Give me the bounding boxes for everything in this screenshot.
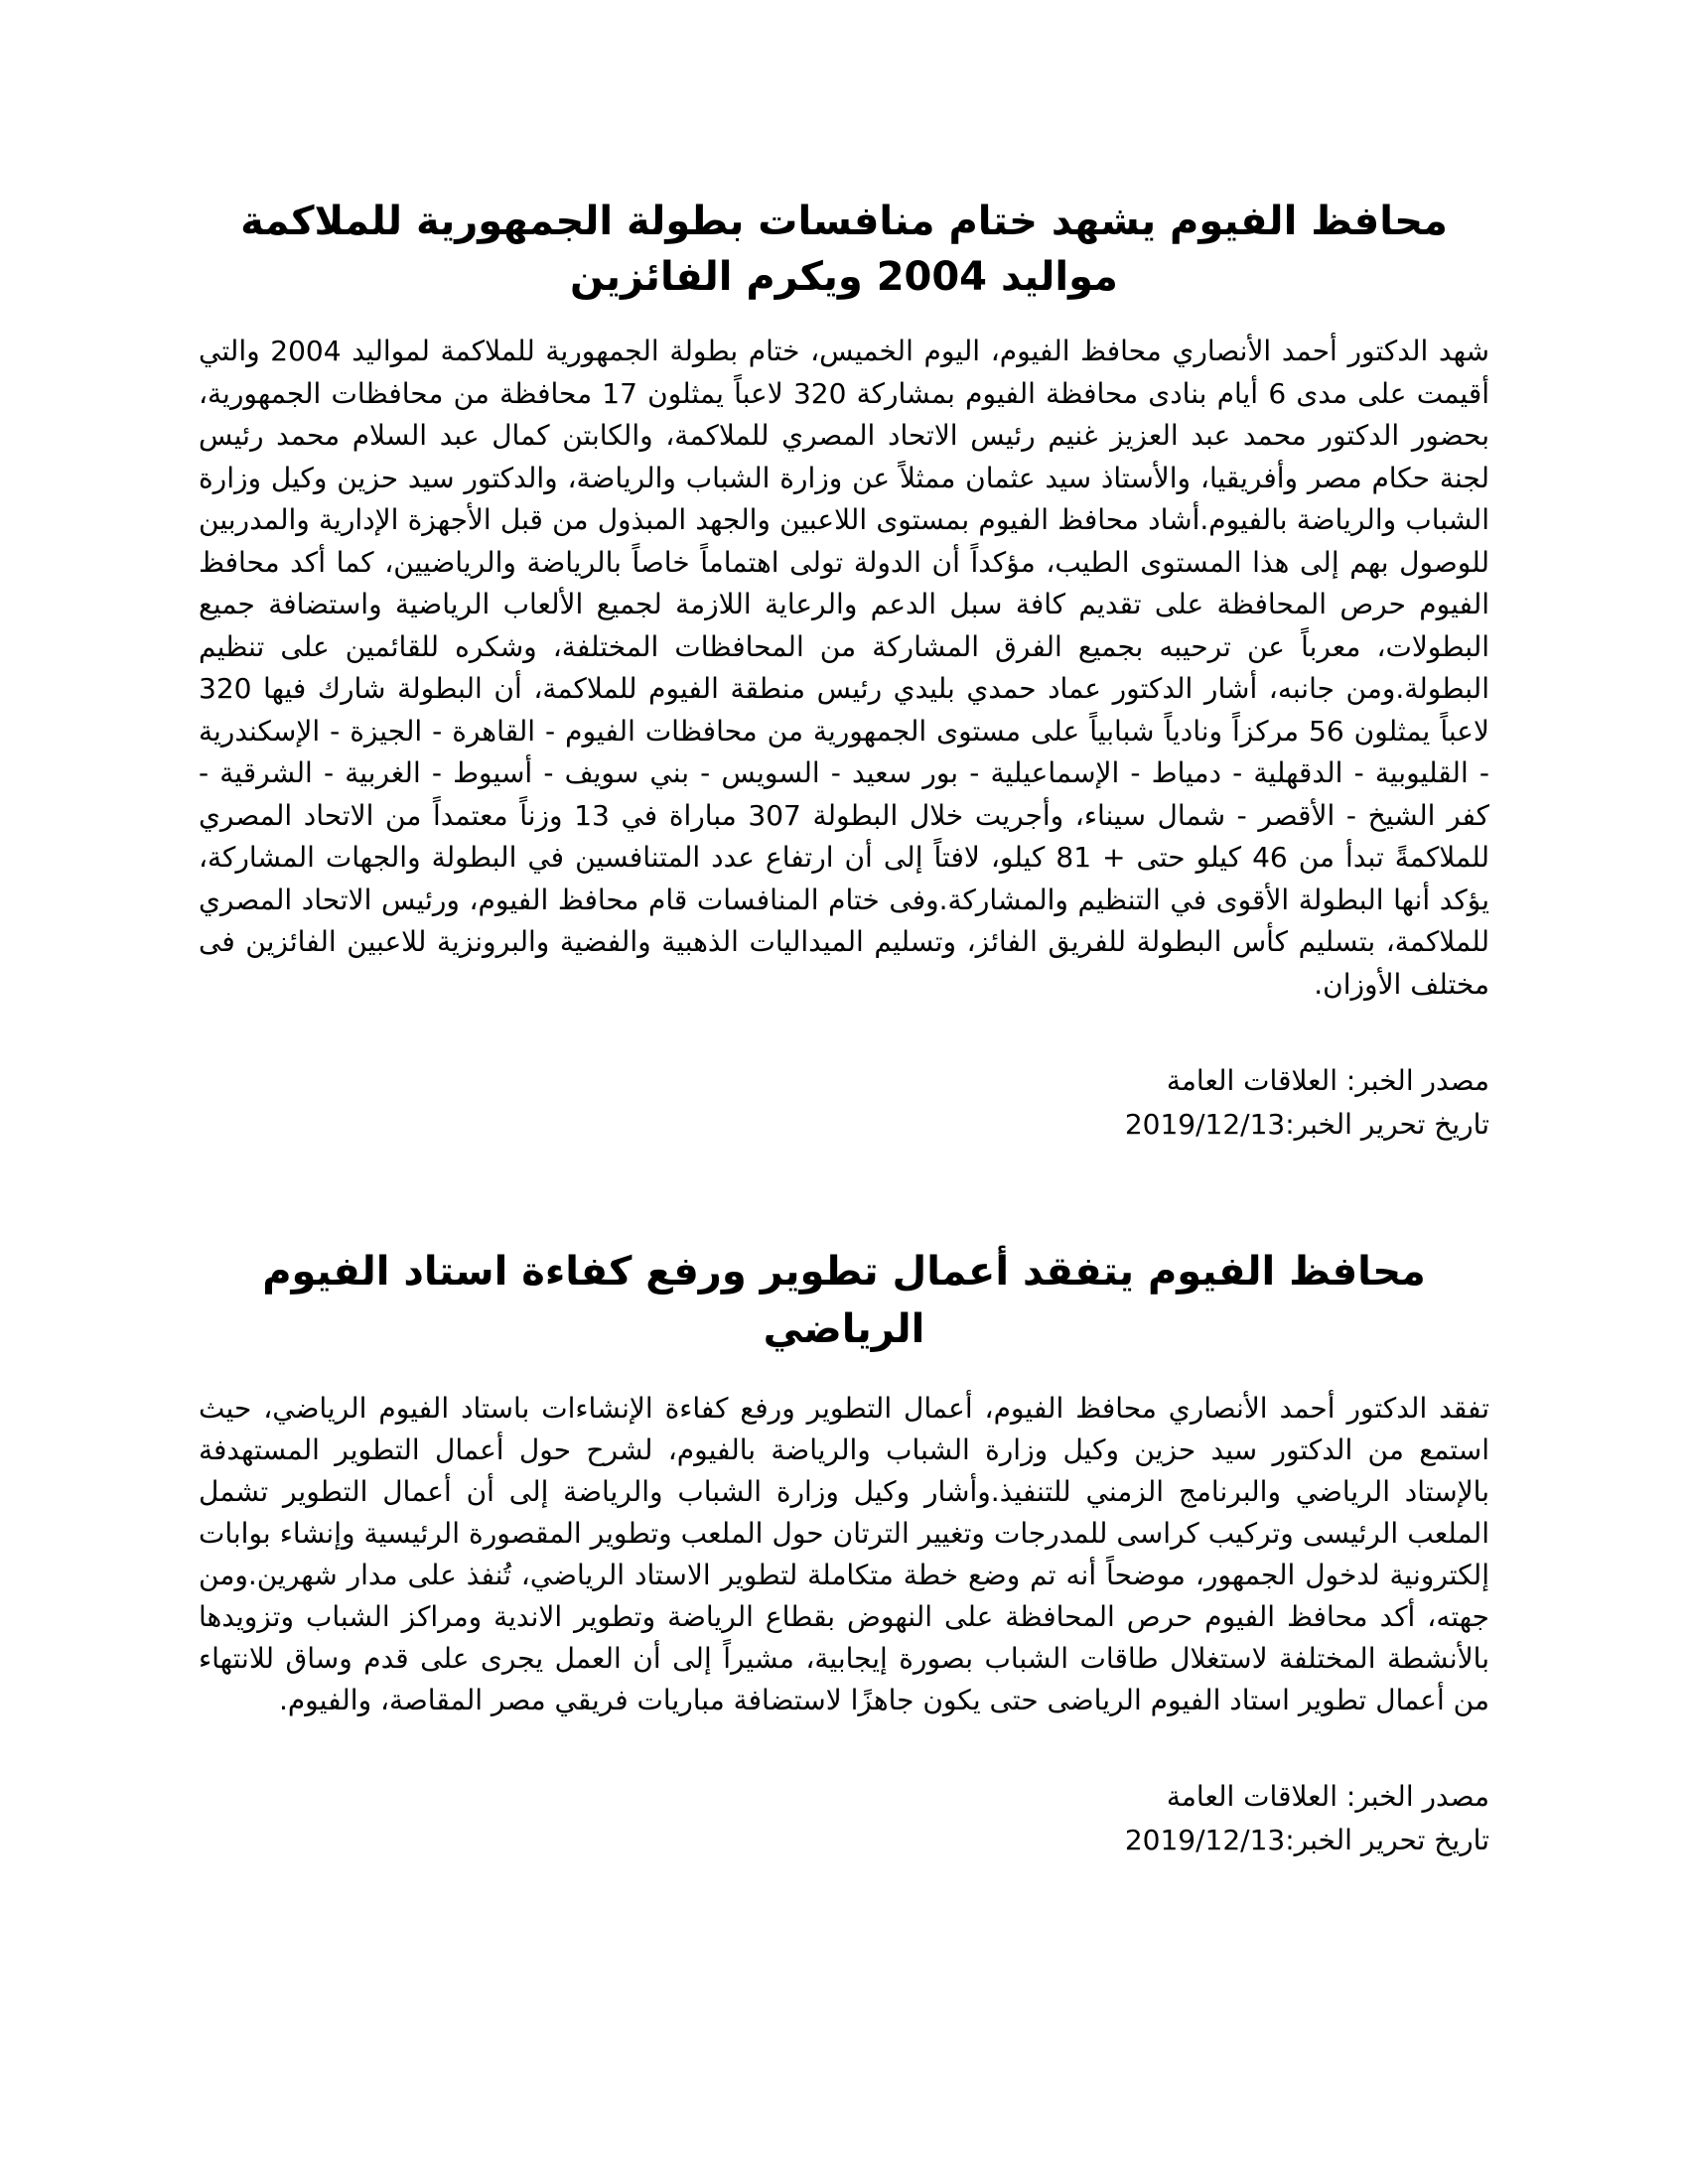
news-date: تاريخ تحرير الخبر:2019/12/13 (1124, 1824, 1489, 1856)
article-title: محافظ الفيوم يشهد ختام منافسات بطولة الجمهورية للملاكمة مواليد 2004 ويكرم الفائزين (240, 199, 1448, 300)
news-date: تاريخ تحرير الخبر:2019/12/13 (1124, 1108, 1489, 1141)
article-title: محافظ الفيوم يتفقد أعمال تطوير ورفع كفاءة استاد الفيوم الرياضي (262, 1249, 1426, 1352)
news-source: مصدر الخبر: العلاقات العامة (1166, 1064, 1489, 1097)
article-body: شهد الدكتور أحمد الأنصاري محافظ الفيوم، اليوم الخميس، ختام بطولة الجمهورية للملاكمة لمواليد 2004 والتي أقيمت على مدى 6 أيام بنادى محافظة الفيوم بمشاركة 320 لاعباً يمثلون 17 محافظة من محافظات الجمهورية، بحضور الدكتور محمد عبد العزيز غنيم رئيس الاتحاد المصري للملاكمة، والكابتن كمال عبد السلام محمد رئيس لجنة حكام مصر وأفريقيا، والأستاذ سيد عثمان ممثلاً عن وزارة الشباب والرياضة، والدكتور سيد حزين وكيل وزارة الشباب والرياضة بالفيوم.أشاد محافظ الفيوم بمستوى اللاعبين والجهد المبذول من قبل الأجهزة الإدارية والمدربين للوصول بهم إلى هذا المستوى الطيب، مؤكداً أن الدولة تولى اهتماماً خاصاً بالرياضة والرياضيين، كما أكد محافظ الفيوم حرص المحافظة على تقديم كافة سبل الدعم والرعاية اللازمة لجميع الألعاب الرياضية واستضافة جميع البطولات، معرباً عن ترحيبه بجميع الفرق المشاركة من المحافظات المختلفة، وشكره للقائمين على تنظيم البطولة.ومن جانبه، أشار الدكتور عماد حمدي بليدي رئيس منطقة الفيوم للملاكمة، أن البطولة شارك فيها 320 لاعباً يمثلون 56 مركزاً ونادياً شبابياً على مستوى الجمهورية من محافظات الفيوم - القاهرة - الجيزة - الإسكندرية - القليوبية - الدقهلية - دمياط - الإسماعيلية - بور سعيد - السويس - بني سويف - أسيوط - الغربية - الشرقية - كفر الشيخ - الأقصر - شمال سيناء، وأجريت خلال البطولة 307 مباراة في 13 وزناً معتمداً من الاتحاد المصري للملاكمةً تبدأ من 46 كيلو حتى + 81 كيلو، لافتاً إلى أن ارتفاع عدد المتنافسين في البطولة والجهات المشاركة، يؤكد أنها البطولة الأقوى في التنظيم والمشاركة.وفى ختام المنافسات قام محافظ الفيوم، ورئيس الاتحاد المصري للملاكمة، بتسليم كأس البطولة للفريق الفائز، وتسليم الميداليات الذهبية والفضية والبرونزية للاعبين الفائزين فى مختلف الأوزان. (199, 335, 1490, 1001)
article-meta (199, 1059, 1489, 1147)
news-article (199, 194, 1489, 1147)
article-body: تفقد الدكتور أحمد الأنصاري محافظ الفيوم، أعمال التطوير ورفع كفاءة الإنشاءات باستاد الفيوم الرياضي، حيث استمع من الدكتور سيد حزين وكيل وزارة الشباب والرياضة بالفيوم، لشرح حول أعمال التطوير المستهدفة بالإستاد الرياضي والبرنامج الزمني للتنفيذ.وأشار وكيل وزارة الشباب والرياضة إلى أن أعمال التطوير تشمل الملعب الرئيسى وتركيب كراسى للمدرجات وتغيير الترتان حول الملعب وتطوير المقصورة الرئيسية وإنشاء بوابات إلكترونية لدخول الجمهور، موضحاً أنه تم وضع خطة متكاملة لتطوير الاستاد الرياضي، تُنفذ على مدار شهرين.ومن جهته، أكد محافظ الفيوم حرص المحافظة على النهوض بقطاع الرياضة وتطوير الاندية ومراكز الشباب وتزويدها بالأنشطة المختلفة لاستغلال طاقات الشباب بصورة إيجابية، مشيراً إلى أن العمل يجرى على قدم وساق للانتهاء من أعمال تطوير استاد الفيوم الرياضى حتى يكون جاهزًا لاستضافة مباريات فريقي مصر المقاصة، والفيوم. (199, 1392, 1489, 1716)
news-article (199, 1243, 1489, 1862)
article-meta (199, 1775, 1489, 1862)
news-source: مصدر الخبر: العلاقات العامة (1166, 1780, 1489, 1813)
